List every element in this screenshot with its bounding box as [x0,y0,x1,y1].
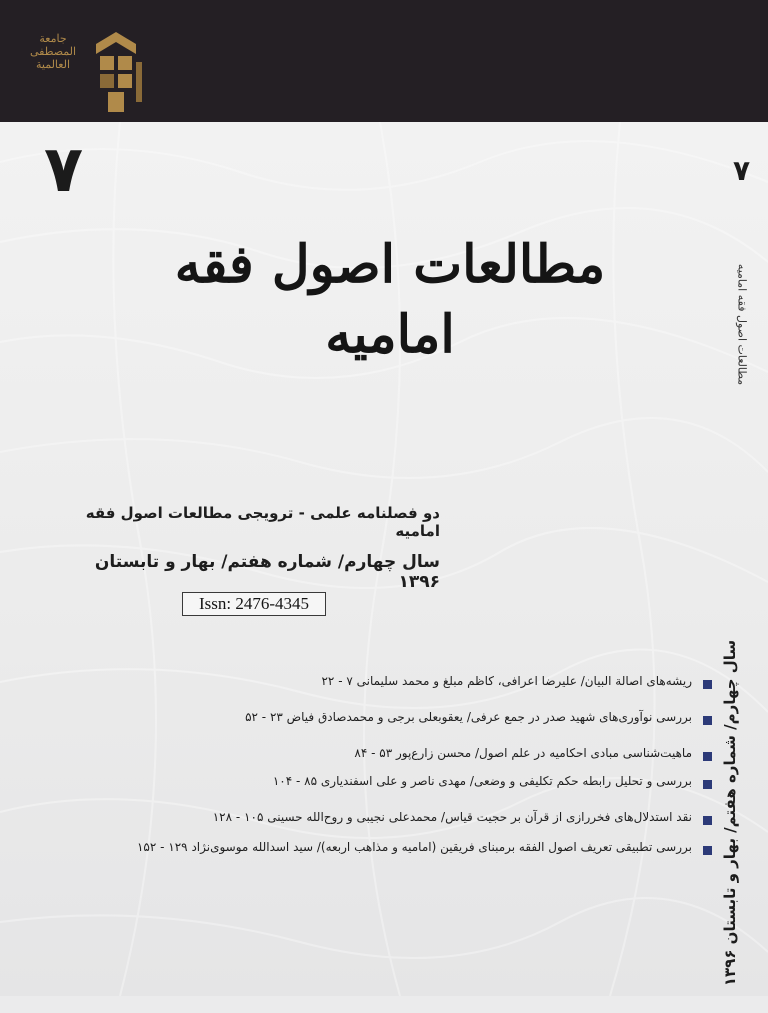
square-bullet-icon [703,816,712,825]
toc-item-text: بررسی نوآوری‌های شهید صدر در جمع عرفی/ یعقوبعلی برجی و محمدصادق فیاض ۲۳ - ۵۲ [245,710,692,724]
logo-text-line: المصطفى [29,45,77,58]
square-bullet-icon [703,680,712,689]
square-bullet-icon [703,780,712,789]
journal-title: مطالعات اصول فقه امامیه [174,234,606,365]
publisher-logo [24,26,144,116]
toc-item [136,838,712,864]
toc-item [150,808,712,834]
square-bullet-icon [703,846,712,855]
top-band [0,0,768,122]
table-of-contents [136,672,712,864]
logo-text-line: جامعة [39,32,67,45]
toc-item-text: ریشه‌های اصالة البیان/ علیرضا اعرافی، کاظم مبلغ و محمد سلیمانی ۷ - ۲۲ [321,674,692,688]
toc-item-text: نقد استدلال‌های فخررازی از قرآن بر حجیت قیاس/ محمدعلی نجیبی و روح‌الله حسینی ۱۰۵ - ۱۲۸ [212,810,692,824]
square-bullet-icon [703,752,712,761]
toc-item-text: بررسی و تحلیل رابطه حکم تکلیفی و وضعی/ مهدی ناصر و علی اسفندیاری ۸۵ - ۱۰۴ [272,774,692,788]
toc-item [150,672,712,698]
journal-subtitle: دو فصلنامه علمی - ترویجی مطالعات اصول فقه امامیه [85,504,440,540]
issn-text: Issn: 2476-4345 [198,594,310,613]
spine-issue-info: سال چهارم/ شماره هفتم/ بهار و تابستان ۱۳۹۶ [721,639,739,987]
toc-item [150,772,712,798]
issue-info: سال چهارم/ شماره هفتم/ بهار و تابستان ۱۳۹۶ [94,552,440,592]
spine-title: مطالعات اصول فقه امامیه [735,263,749,386]
square-bullet-icon [703,716,712,725]
toc-item [150,744,712,770]
publisher-logo-text [24,32,82,71]
toc-item-text: ماهیت‌شناسی مبادی احکامیه در علم اصول/ محسن زارع‌پور ۵۳ - ۸۴ [354,746,692,760]
volume-number: ۷ [44,133,84,207]
spine-volume-number: ۷ [733,154,751,187]
toc-item-text: بررسی تطبیقی تعریف اصول الفقه برمبنای فریقین (امامیه و مذاهب اربعه)/ سید اسدالله موسوی‌نژاد ۱۲۹ - ۱۵۲ [136,840,692,854]
logo-text-line: العالمية [36,58,70,71]
toc-item [150,708,712,734]
issn-box [182,592,326,616]
building-logo-icon [86,32,146,114]
